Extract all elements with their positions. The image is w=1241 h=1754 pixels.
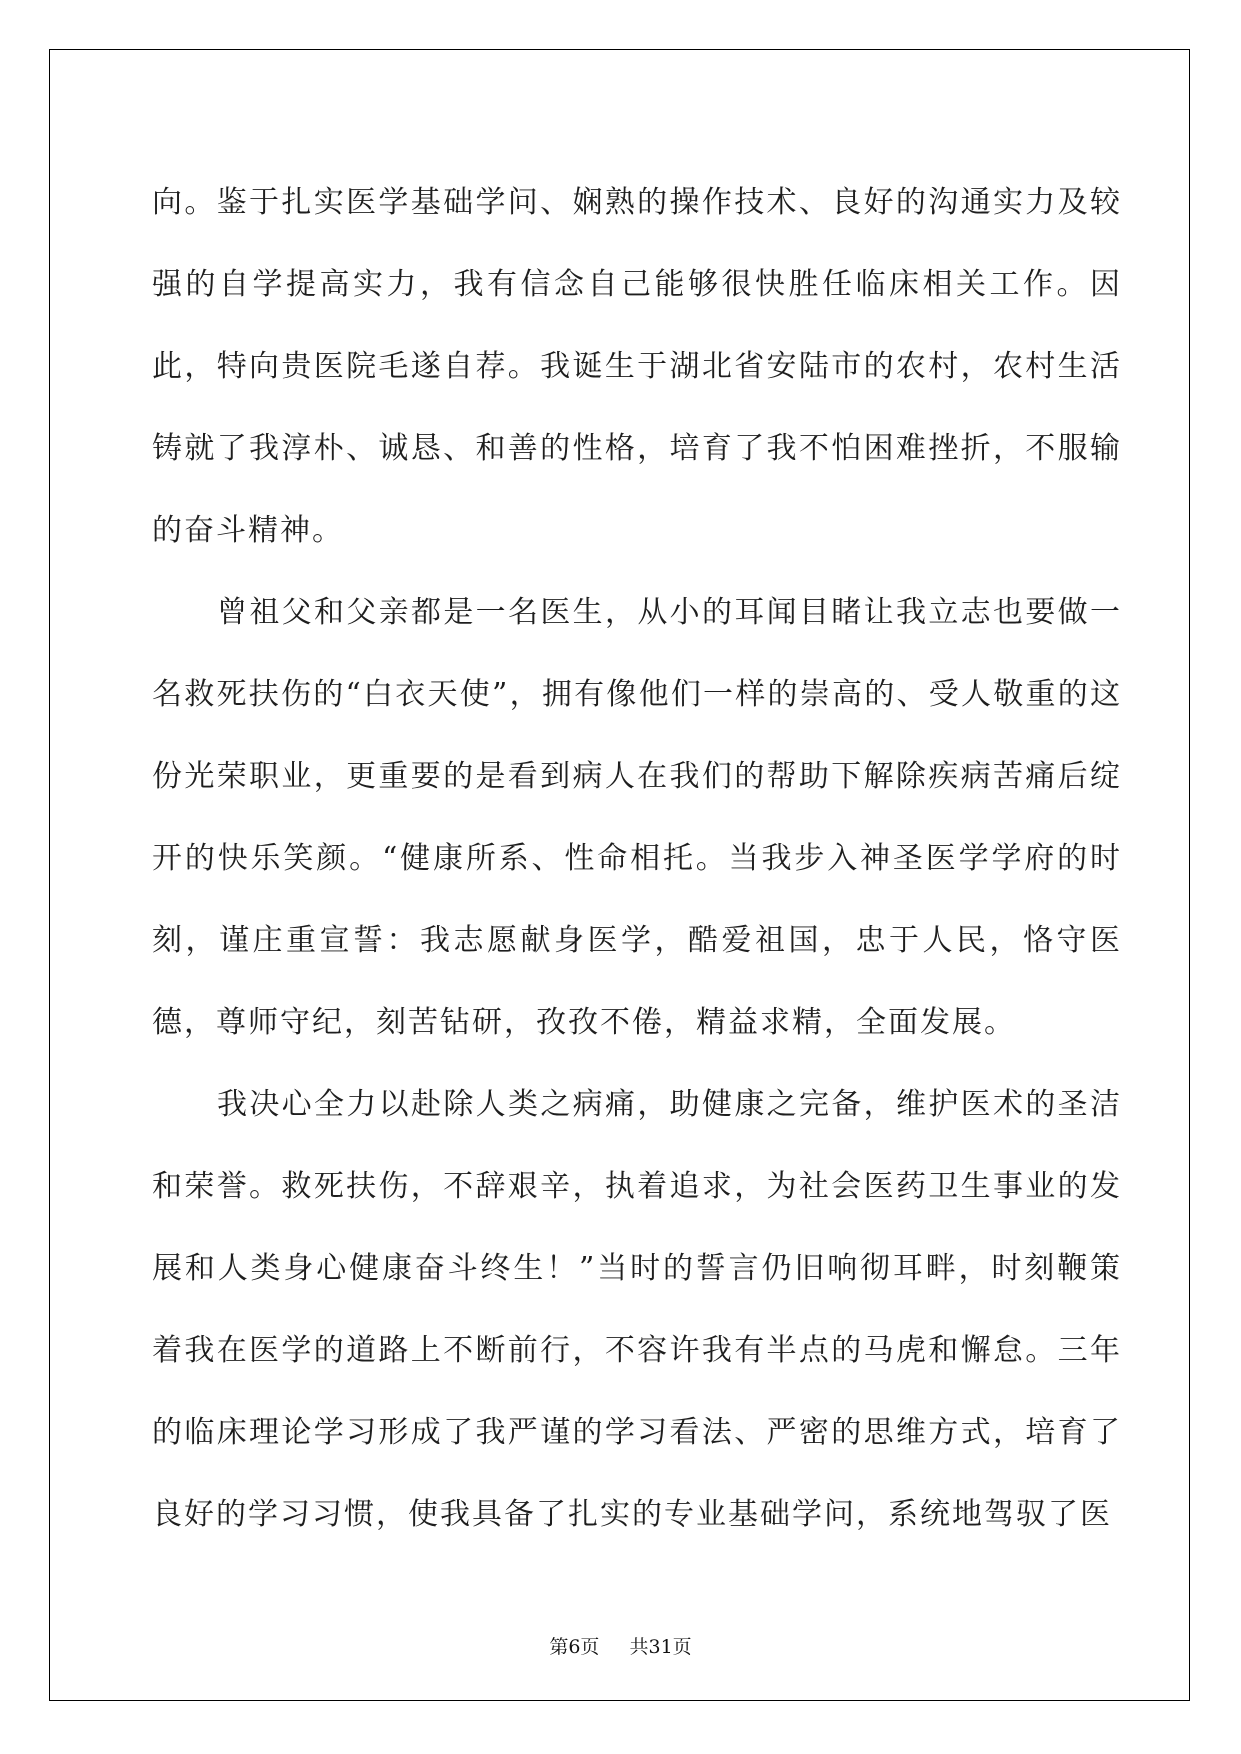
paragraph: 我决心全力以赴除人类之病痛，助健康之完备，维护医术的圣洁和荣誉。救死扶伤，不辞艰辛，执着追求，为社会医药卫生事业的发展和人类身心健康奋斗终生！”当时的誓言仍旧响彻耳畔，时刻鞭策着我在医学的道路上不断前行，不容许我有半点的马虎和懈怠。三年的临床理论学习形成了我严谨的学习看法、严密的思维方式，培育了良好的学习习惯，使我具备了扎实的专业基础学问，系统地驾驭了医: [152, 1087, 1122, 1532]
paragraph: 曾祖父和父亲都是一名医生，从小的耳闻目睹让我立志也要做一名救死扶伤的“白衣天使”，拥有像他们一样的崇高的、受人敬重的这份光荣职业，更重要的是看到病人在我们的帮助下解除疾病苦痛后绽开的快乐笑颜。“健康所系、性命相托。当我步入神圣医学学府的时刻，谨庄重宣誓：我志愿献身医学，酷爱祖国，忠于人民，恪守医德，尊师守纪，刻苦钻研，孜孜不倦，精益求精，全面发展。: [152, 595, 1122, 1040]
page-footer: [0, 1632, 1241, 1659]
document-body: [152, 162, 1122, 1556]
page-number: 第6页: [549, 1636, 600, 1658]
page-total: 共31页: [629, 1636, 692, 1658]
paragraph: 向。鉴于扎实医学基础学问、娴熟的操作技术、良好的沟通实力及较强的自学提高实力，我有信念自己能够很快胜任临床相关工作。因此，特向贵医院毛遂自荐。我诞生于湖北省安陆市的农村，农村生活铸就了我淳朴、诚恳、和善的性格，培育了我不怕困难挫折，不服输的奋斗精神。: [152, 185, 1122, 548]
